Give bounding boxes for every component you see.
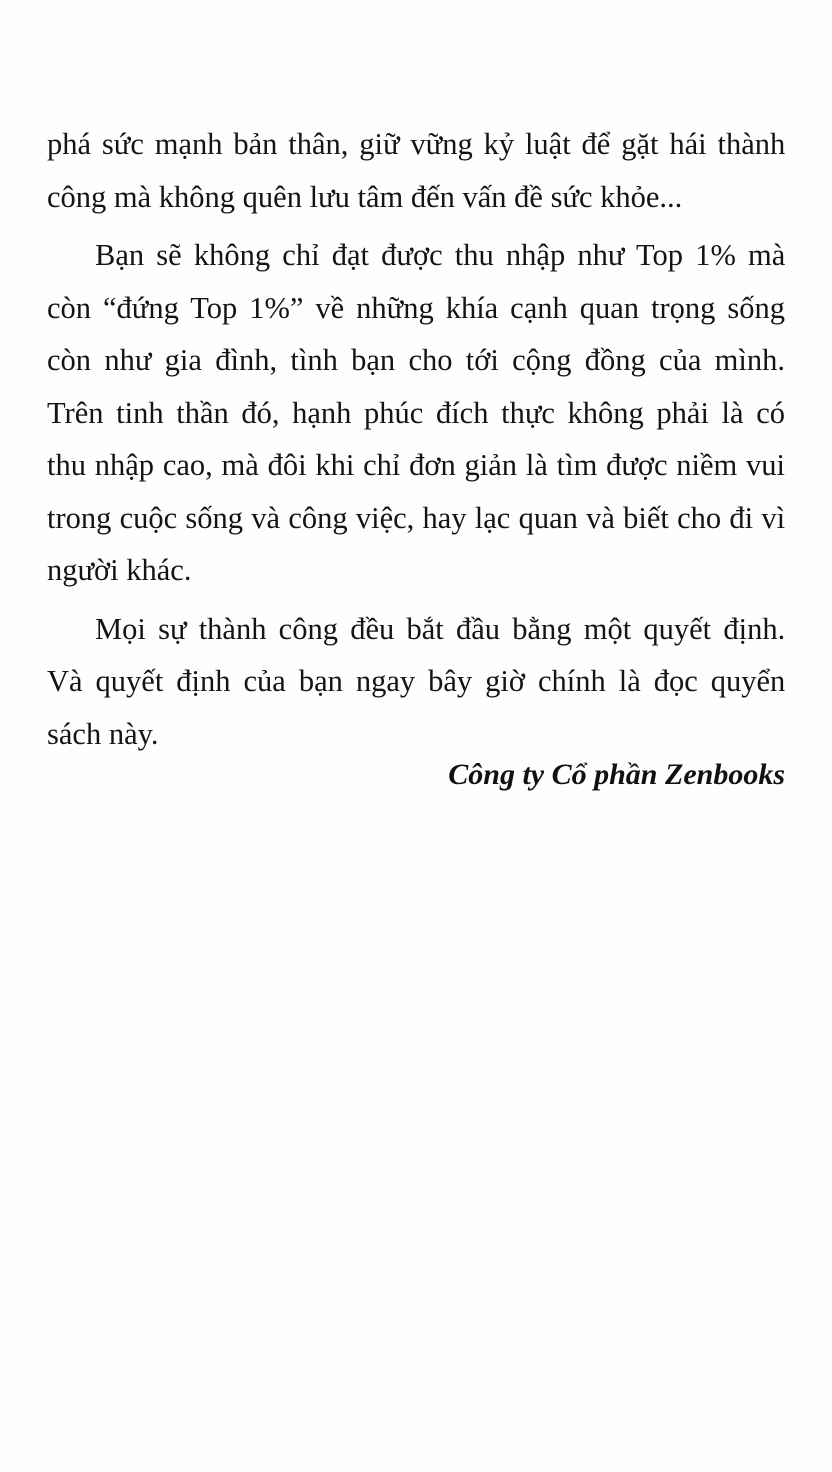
text-line: Trên tinh thần đó, hạnh phúc đích thực không phải là có <box>47 395 785 430</box>
publisher-signature: Công ty Cổ phần Zenbooks <box>448 758 785 791</box>
paragraph-decision <box>47 603 785 761</box>
text-line: công mà không quên lưu tâm đến vấn đề sức khỏe... <box>47 179 683 214</box>
text-line: Bạn sẽ không chỉ đạt được thu nhập như Top 1% mà <box>95 238 786 272</box>
text-line: còn “đứng Top 1%” về những khía cạnh quan trọng sống <box>47 290 785 325</box>
text-line: trong cuộc sống và công việc, hay lạc quan và biết cho đi vì <box>47 500 786 535</box>
text-line: Mọi sự thành công đều bắt đầu bằng một quyết định. <box>95 611 786 646</box>
body-text <box>47 118 785 760</box>
text-line: phá sức mạnh bản thân, giữ vững kỷ luật để gặt hái thành <box>47 127 786 161</box>
text-line: sách này. <box>47 716 159 751</box>
text-line: Và quyết định của bạn ngay bây giờ chính là đọc quyển <box>47 664 786 698</box>
paragraph-top-one-percent <box>47 229 785 597</box>
text-line: người khác. <box>47 553 192 587</box>
paragraph-continuation <box>47 118 785 223</box>
text-line: thu nhập cao, mà đôi khi chỉ đơn giản là tìm được niềm vui <box>47 448 786 482</box>
text-line: còn như gia đình, tình bạn cho tới cộng đồng của mình. <box>47 343 785 377</box>
